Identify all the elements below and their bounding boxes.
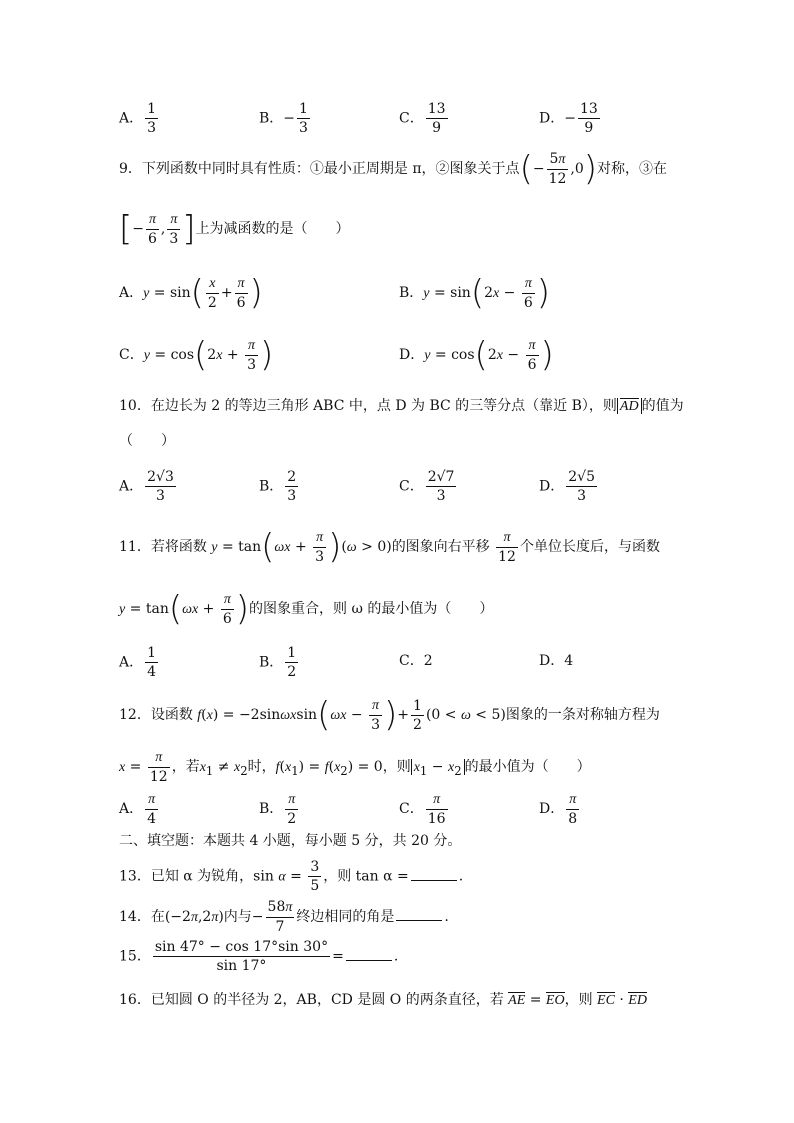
q11-stem-line2: y = tan(ωx + $\frac{\pi}{6}$ )的图象重合，则 ω 的最小值为（ ）: [119, 589, 494, 629]
q9-option-d: D．y = cos(2x − $\frac{\pi}{6}$ ): [399, 335, 554, 375]
q10-stem-line2: （ ）: [119, 433, 175, 449]
q10-option-d: D． $\frac{2√5}{3}$: [539, 469, 595, 504]
q11-option-d: D．4: [539, 653, 574, 669]
q11-option-a: A． $\frac{1}{4}$: [119, 645, 157, 680]
q13: 13．已知 α 为锐角，sin α = $\frac{3}{5}$ ，则 tan α = .: [119, 859, 464, 894]
q11-option-b: B． $\frac{1}{2}$: [259, 645, 297, 680]
q12-option-a: A． $\frac{\pi}{4}$: [119, 792, 157, 827]
q8-option-a: A． $\frac{1}{3}$: [119, 101, 157, 136]
q11-option-c: C．2: [399, 653, 433, 669]
section-2-heading: 二、填空题：本题共 4 小题，每小题 5 分，共 20 分。: [119, 833, 462, 849]
q12-stem-line1: 12．设函数 f(x) = −2sinωxsin(ωx − $\frac{\pi}{3}$ )+ $\frac{1}{2}$ (0 < ω < 5)图象的一条对称轴方程为: [119, 695, 660, 735]
q12-option-c: C． $\frac{\pi}{16}$: [399, 792, 446, 827]
q9-stem-line2: [− $\frac{\pi}{6}$ , $\frac{\pi}{3}$ ]上为减函数的是（ ）: [119, 209, 350, 249]
q10-option-b: B． $\frac{2}{3}$: [259, 469, 297, 504]
q14: 14．在(−2π,2π)内与− $\frac{58\pi}{7}$ 终边相同的角是 .: [119, 899, 449, 935]
q10-option-c: C． $\frac{2√7}{3}$: [399, 469, 455, 504]
q9-option-c: C．y = cos(2x + $\frac{\pi}{3}$ ): [119, 335, 274, 375]
q9-option-a: A．y = sin( $\frac{x}{2}$ + $\frac{\pi}{6}$ ): [119, 273, 263, 313]
q12-stem-line2: x = $\frac{\pi}{12}$ ，若$x_1 \ne x_2$时，$f(x_1) = f(x_2) = 0$，则 $x_1 - x_2$ 的最小值为（ ）: [119, 750, 591, 785]
q12-option-b: B． $\frac{\pi}{2}$: [259, 792, 297, 827]
q11-stem-line1: 11．若将函数 y = tan(ωx + $\frac{\pi}{3}$ )(ω > 0)的图象向右平移 $\frac{\pi}{12}$ 个单位长度后，与函数: [119, 527, 660, 567]
q9-stem-line1: 9．下列函数中同时具有性质：①最小正周期是 π，②图象关于点(− $\frac{5\pi}{12}$ ,0)对称，③在: [119, 149, 668, 189]
q8-option-b: B．− $\frac{1}{3}$: [259, 101, 308, 136]
q15: 15． $\frac{\sin 47^\circ - \cos 17^\circ\sin 30^\circ}{\sin 17^\circ}$ = .: [119, 939, 399, 974]
q12-option-d: D． $\frac{\pi}{8}$: [539, 792, 578, 827]
q9-option-b: B．y = sin(2x − $\frac{\pi}{6}$ ): [399, 273, 551, 313]
q8-option-c: C． $\frac{13}{9}$: [399, 101, 446, 136]
q8-option-d: D．− $\frac{13}{9}$: [539, 101, 598, 136]
q16: 16．已知圆 O 的半径为 2，AB，CD 是圆 O 的两条直径，若 AE = EO，则 EC · ED: [119, 992, 647, 1008]
q10-option-a: A． $\frac{2√3}{3}$: [119, 469, 174, 504]
q10-stem-line1: 10．在边长为 2 的等边三角形 ABC 中，点 D 为 BC 的三等分点（靠近 B），则 AD 的值为: [119, 398, 684, 414]
